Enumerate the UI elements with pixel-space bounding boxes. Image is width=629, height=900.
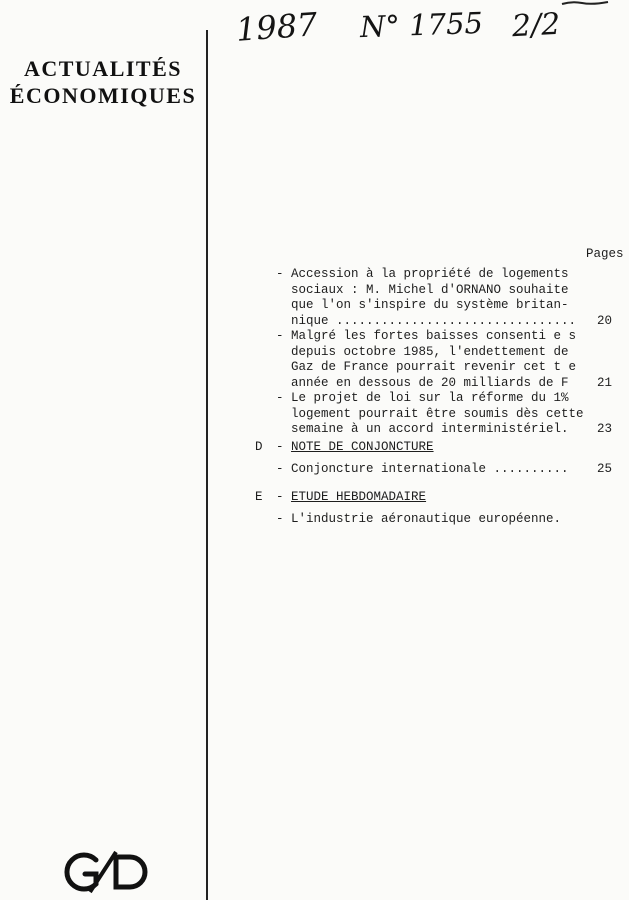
entry-line: que l'on s'inspire du système britan- [291,298,569,312]
pages-column-header: Pages [586,247,624,261]
entry-page-number: 25 [596,462,612,476]
entry-dash: - [276,329,284,343]
entry-line: Le projet de loi sur la réforme du 1% [291,391,569,405]
entry-page-number: 20 [596,313,612,328]
handwritten-issue-number: N° 1755 [359,5,484,45]
toc-entry-gaz-de-france [276,329,616,391]
section-letter: D [255,440,263,454]
toc-entry-logements [276,267,616,329]
entry-line: sociaux : M. Michel d'ORNANO souhaite [291,282,569,297]
entry-line: semaine à un accord interministériel. [291,422,569,436]
toc-entry-conjoncture [276,462,616,478]
entry-line: L'industrie aéronautique européenne. [291,512,562,526]
section-dash: - [276,440,284,454]
entry-dash: - [276,391,284,405]
entry-line: Conjoncture internationale .......... [291,462,569,476]
masthead [0,55,206,109]
entry-dash: - [276,462,284,476]
section-letter: E [255,490,263,504]
entry-dash: - [276,267,284,281]
entry-line: Malgré les fortes baisses consenti e s [291,329,577,343]
stamp-mark [560,0,610,6]
handwritten-part: 2/2 [511,6,562,45]
section-dash: - [276,490,284,504]
entry-dash: - [276,512,284,526]
entry-line: logement pourrait être soumis dès cette [291,406,584,421]
toc-entry-aeronautique [276,512,616,528]
toc-entry-reforme-1pct [276,391,616,438]
masthead-line-1: ACTUALITÉS [23,56,183,81]
masthead-line-2: ÉCONOMIQUES [9,83,197,108]
entry-line: depuis octobre 1985, l'endettement de [291,344,569,359]
entry-line: Accession à la propriété de logements [291,267,569,281]
entry-page-number: 21 [596,375,612,390]
section-title: NOTE DE CONJONCTURE [291,440,434,454]
vertical-divider [206,30,208,900]
entry-line: Gaz de France pourrait revenir cet t e [291,360,577,374]
section-title: ETUDE HEBDOMADAIRE [291,490,427,504]
gd-logo-icon [52,848,162,896]
entry-page-number: 23 [596,422,612,436]
handwritten-year: 1987 [234,5,319,49]
section-e-heading [255,490,426,505]
entry-line: année en dessous de 20 milliards de F [291,375,569,390]
section-d-heading [255,440,434,455]
entry-line: nique ................................ [291,313,577,328]
